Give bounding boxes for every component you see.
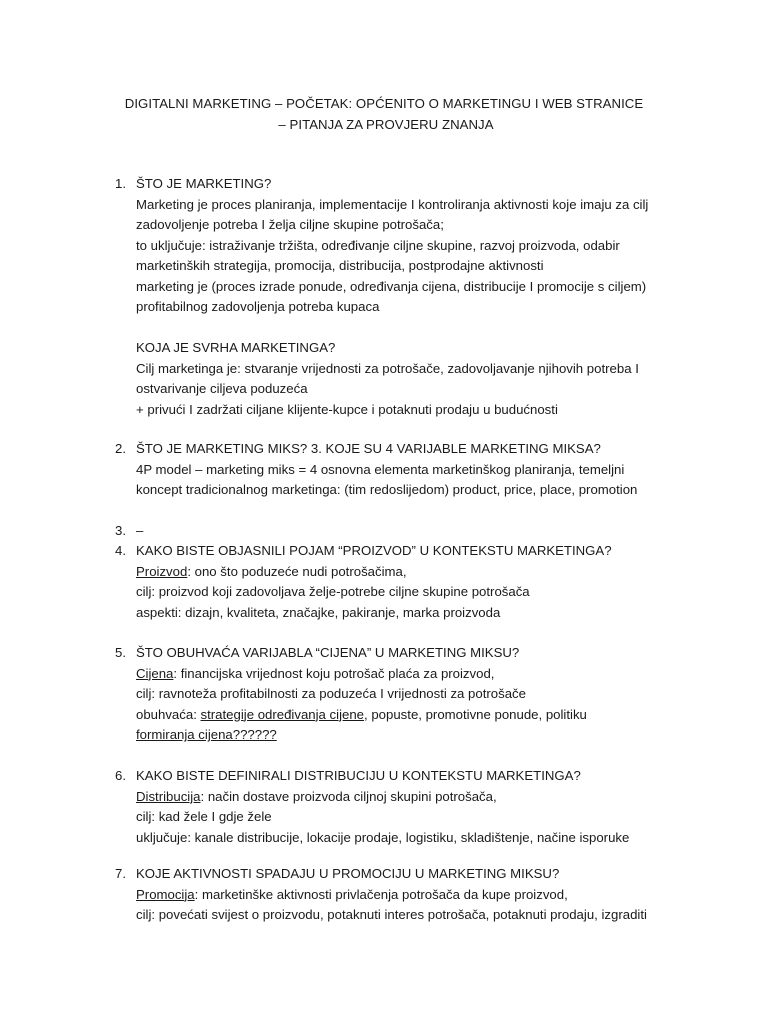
question-6 [115, 766, 698, 848]
question-number: 2. [115, 441, 126, 456]
answer-body [115, 885, 698, 926]
question-5 [115, 643, 698, 746]
answer-line [136, 705, 698, 726]
title-line-1: DIGITALNI MARKETING – POČETAK: OPĆENITO O MARKETINGU I WEB STRANICE [124, 96, 644, 111]
question-heading [115, 643, 698, 664]
term-definition: : način dostave proizvoda ciljnoj skupini potrošača, [200, 788, 497, 804]
question-number: 5. [115, 645, 126, 660]
answer-line: + privući I zadržati ciljane klijente-kupce i potaknuti prodaju u budućnosti [136, 401, 558, 417]
question-text: – [136, 523, 144, 538]
term-definition: : financijska vrijednost koju potrošač plaća za proizvod, [173, 665, 495, 681]
answer-line: profitabilnog zadovoljenja potreba kupaca [136, 299, 380, 314]
answer-line: cilj: ravnoteža profitabilnosti za poduzeća I vrijednosti za potrošače [136, 686, 526, 701]
answer-body [115, 562, 698, 624]
question-text: KOJE AKTIVNOSTI SPADAJU U PROMOCIJU U MARKETING MIKSU? [136, 866, 560, 881]
question-7 [115, 864, 698, 926]
answer-line: Cilj marketinga je: stvaranje vrijednosti za potrošače, zadovoljavanje njihovih potreba I [136, 360, 639, 376]
answer-line: zadovoljenje potreba I želja ciljne skupine potrošača; [136, 217, 444, 232]
question-heading [115, 766, 698, 787]
answer-line: koncept tradicionalnog marketinga: (tim redoslijedom) product, price, place, promotion [136, 482, 638, 497]
question-text: ŠTO JE MARKETING? [136, 176, 272, 191]
question-number: 4. [115, 543, 126, 558]
answer-line [136, 562, 698, 583]
question-heading [115, 864, 698, 885]
answer-body [115, 664, 698, 746]
question-4 [115, 541, 698, 623]
answer-line [136, 725, 698, 746]
question-2 [115, 439, 698, 501]
question-3 [115, 521, 698, 542]
question-text: KAKO BISTE DEFINIRALI DISTRIBUCIJU U KONTEKSTU MARKETINGA? [136, 768, 581, 783]
answer-line: ostvarivanje ciljeva poduzeća [136, 381, 308, 396]
answer-line: to uključuje: istraživanje tržišta, određivanje ciljne skupine, razvoj proizvoda, odabir [136, 237, 620, 253]
answer-line: aspekti: dizajn, kvaliteta, značajke, pakiranje, marka proizvoda [136, 604, 501, 620]
underlined-phrase: formiranja cijena?????? [136, 727, 277, 742]
term-label: Proizvod [136, 563, 188, 579]
question-heading [115, 439, 698, 460]
question-number: 7. [115, 866, 126, 881]
answer-body [115, 195, 698, 421]
question-text: ŠTO OBUHVAĆA VARIJABLA “CIJENA” U MARKETING MIKSU? [136, 645, 520, 660]
answer-body [115, 787, 698, 849]
title-line-2: – PITANJA ZA PROVJERU ZNANJA [278, 116, 494, 132]
answer-line [136, 885, 698, 906]
sub-question-heading: KOJA JE SVRHA MARKETINGA? [136, 340, 336, 355]
answer-line: marketinških strategija, promocija, distribucija, postprodajne aktivnosti [136, 258, 544, 273]
line-prefix: obuhvaća: [136, 706, 201, 722]
question-heading [115, 521, 698, 542]
term-label: Cijena [136, 665, 174, 681]
answer-line [136, 787, 698, 808]
term-label: Promocija [136, 886, 195, 902]
question-1 [115, 174, 698, 420]
question-text: KAKO BISTE OBJASNILI POJAM “PROIZVOD” U KONTEKSTU MARKETINGA? [136, 543, 612, 558]
question-heading [115, 541, 698, 562]
answer-line: cilj: povećati svijest o proizvodu, potaknuti interes potrošača, potaknuti prodaju, izgraditi [136, 907, 647, 922]
document-title [0, 94, 768, 135]
term-definition: : marketinške aktivnosti privlačenja potrošača da kupe proizvod, [194, 886, 568, 902]
line-suffix: , popuste, promotivne ponude, politiku [364, 706, 587, 722]
answer-line: Marketing je proces planiranja, implementacije I kontroliranja aktivnosti koje imaju za cilj [136, 196, 649, 212]
answer-line: cilj: kad žele I gdje žele [136, 809, 272, 824]
answer-line [136, 664, 698, 685]
answer-line: uključuje: kanale distribucije, lokacije prodaje, logistiku, skladištenje, načine isporuke [136, 829, 630, 845]
question-number: 3. [115, 523, 126, 538]
question-heading [115, 174, 698, 195]
term-label: Distribucija [136, 788, 201, 804]
question-text: ŠTO JE MARKETING MIKS? 3. KOJE SU 4 VARIJABLE MARKETING MIKSA? [136, 441, 601, 456]
question-number: 6. [115, 768, 126, 783]
answer-body [115, 460, 698, 501]
term-definition: : ono što poduzeće nudi potrošačima, [187, 563, 407, 579]
question-number: 1. [115, 176, 126, 191]
underlined-phrase: strategije određivanja cijene [200, 706, 365, 722]
answer-line: marketing je (proces izrade ponude, određivanja cijena, distribucije I promocije s ciljem) [136, 278, 647, 294]
answer-line: 4P model – marketing miks = 4 osnovna elementa marketinškog planiranja, temeljni [136, 461, 625, 477]
answer-line: cilj: proizvod koji zadovoljava želje-potrebe ciljne skupine potrošača [136, 584, 530, 599]
